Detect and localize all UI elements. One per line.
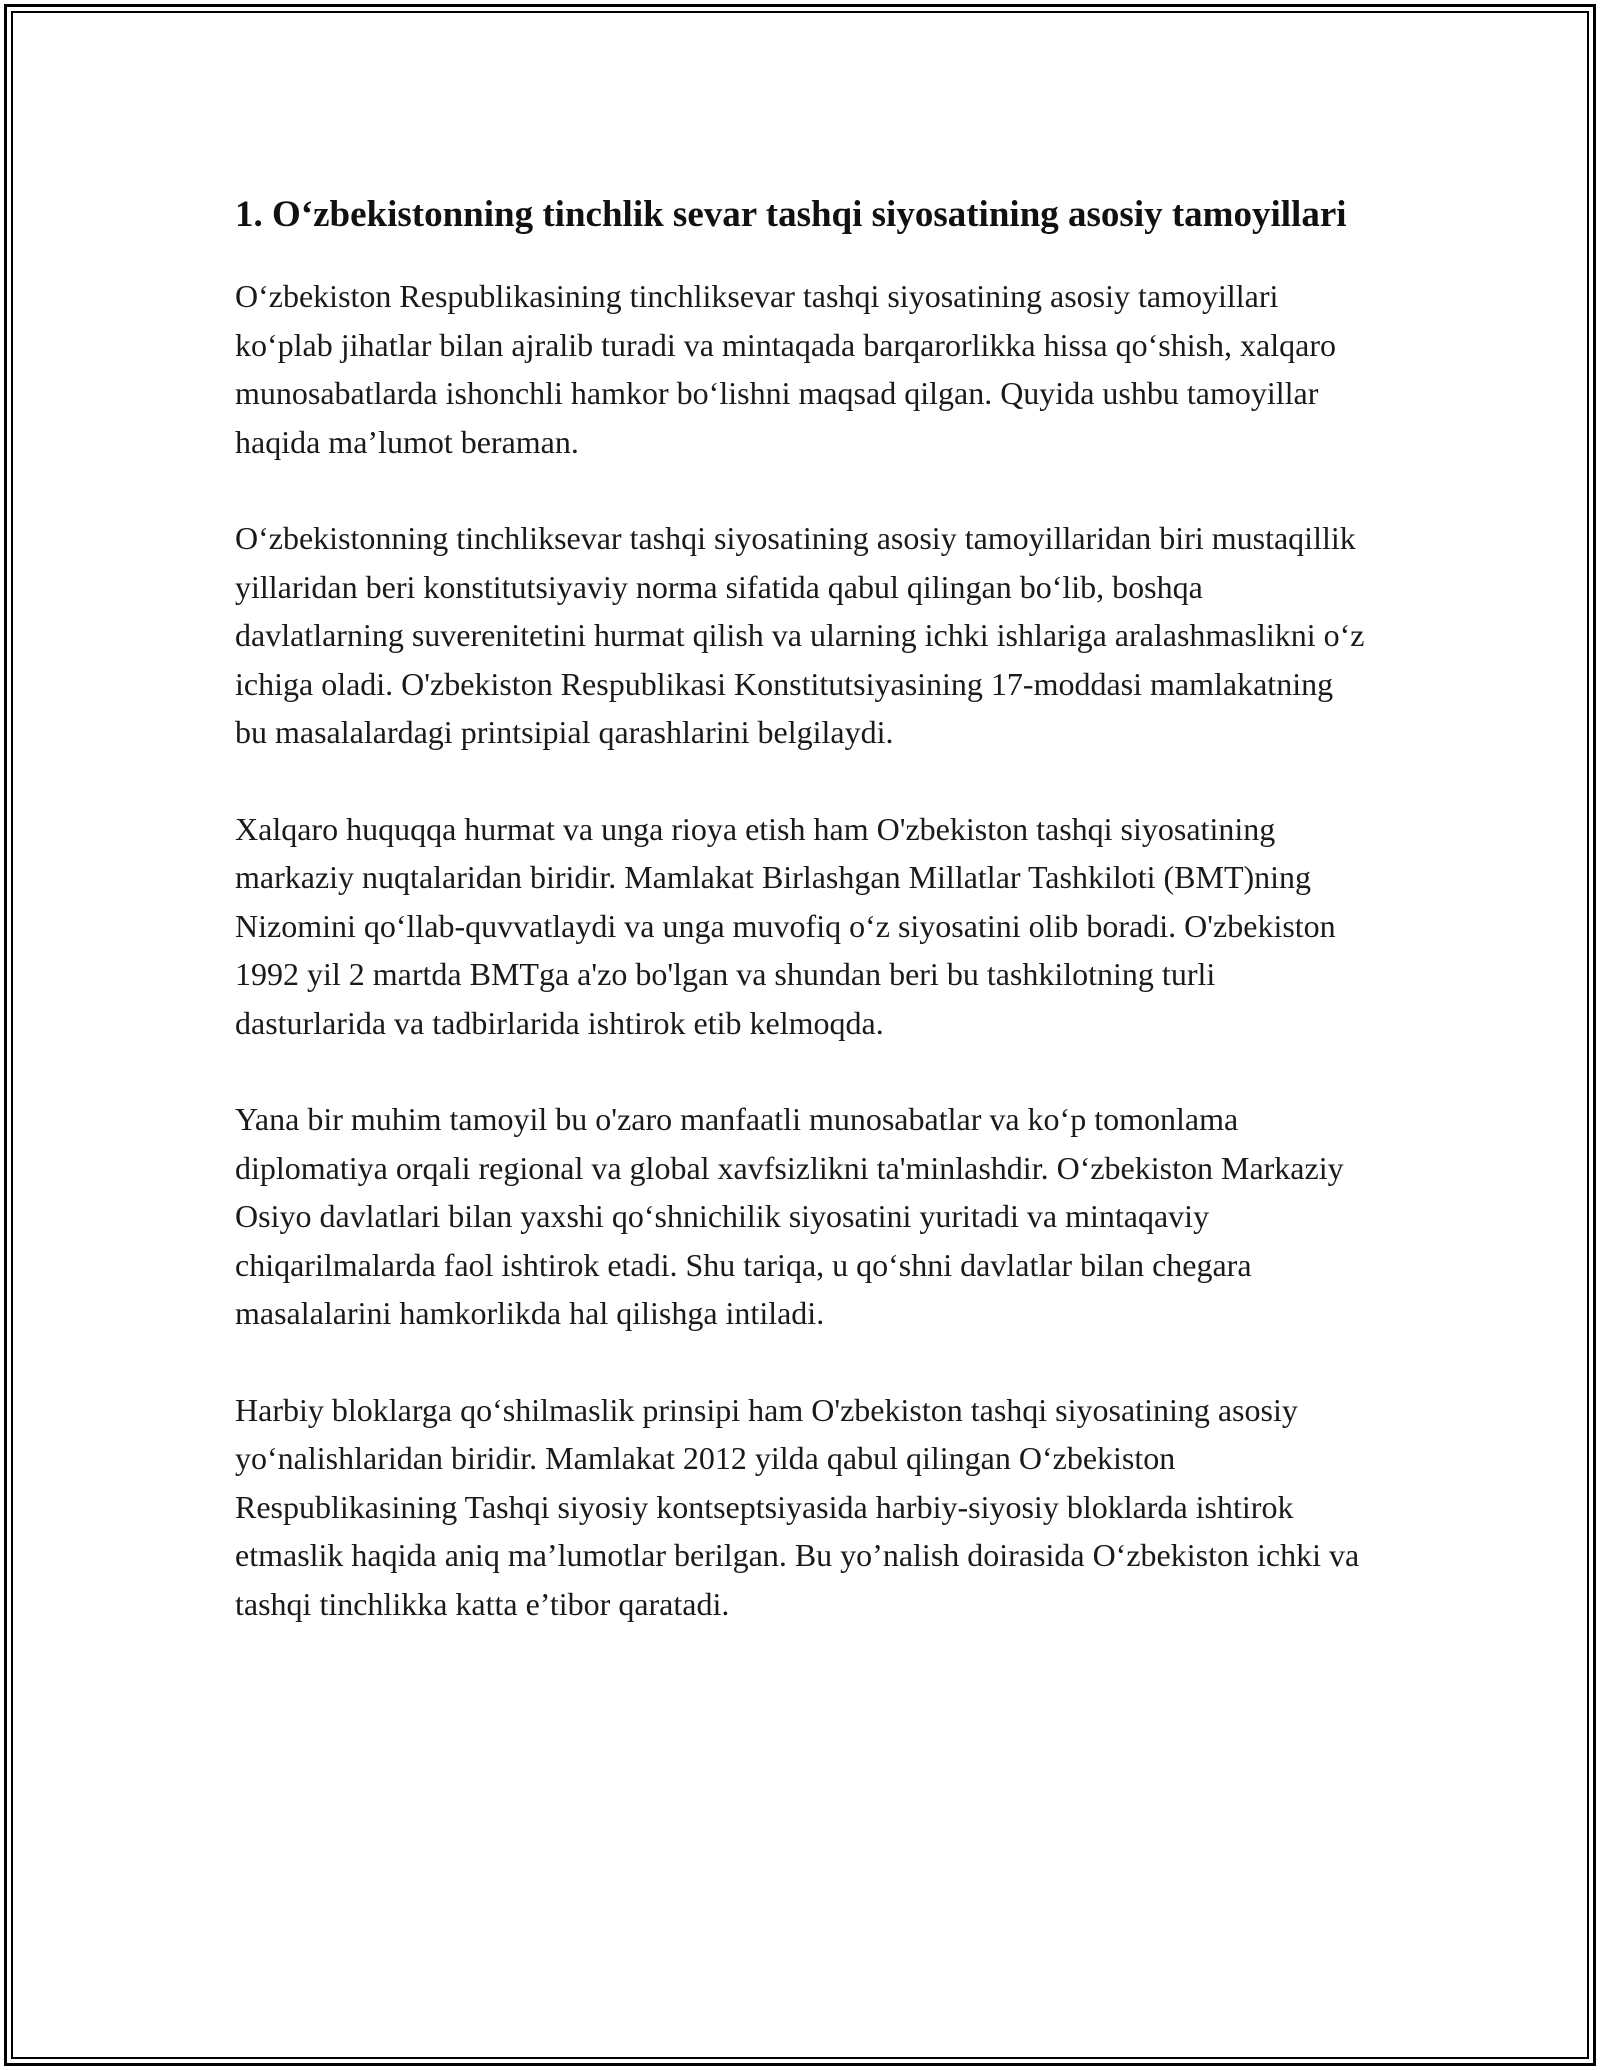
document-title: 1. O‘zbekistonning tinchlik sevar tashqi siyosatining asosiy tamoyillari [235,194,1347,235]
document-body [235,188,1370,1676]
paragraph-sovereignty: O‘zbekistonning tinchliksevar tashqi siyosatining asosiy tamoyillaridan biri mustaqillik yillaridan beri konstitutsiyaviy norma sifatida qabul qilingan bo‘lib, boshqa davlatlarning suverenitetini hurmat qilish va ularning ichki ishlariga aralashmaslikni o‘z ichiga oladi. O'zbekiston Respublikasi Konstitutsiyasining 17-moddasi mamlakatning bu masalalardagi printsipial qarashlarini belgilaydi. [235,520,1365,750]
paragraph-intro: O‘zbekiston Respublikasining tinchliksevar tashqi siyosatining asosiy tamoyillari ko‘plab jihatlar bilan ajralib turadi va mintaqada barqarorlikka hissa qo‘shish, xalqaro munosabatlarda ishonchli hamkor bo‘lishni maqsad qilgan. Quyida ushbu tamoyillar haqida ma’lumot beraman. [235,278,1336,460]
paragraph-regional-security: Yana bir muhim tamoyil bu o'zaro manfaatli munosabatlar va ko‘p tomonlama diplomatiya orqali regional va global xavfsizlikni ta'minlashdir. O‘zbekiston Markaziy Osiyo davlatlari bilan yaxshi qo‘shnichilik siyosatini yuritadi va mintaqaviy chiqarilmalarda faol ishtirok etadi. Shu tariqa, u qo‘shni davlatlar bilan chegara masalalarini hamkorlikda hal qilishga intiladi. [235,1101,1344,1331]
paragraph-international-law: Xalqaro huquqqa hurmat va unga rioya etish ham O'zbekiston tashqi siyosatining markaziy nuqtalaridan biridir. Mamlakat Birlashgan Millatlar Tashkiloti (BMT)ning Nizomini qo‘llab-quvvatlaydi va unga muvofiq o‘z siyosatini olib boradi. O'zbekiston 1992 yil 2 martda BMTga a'zo bo'lgan va shundan beri bu tashkilotning turli dasturlarida va tadbirlarida ishtirok etib kelmoqda. [235,810,1336,1041]
paragraph-non-alignment: Harbiy bloklarga qo‘shilmaslik prinsipi ham O'zbekiston tashqi siyosatining asosiy yo‘nalishlaridan biridir. Mamlakat 2012 yilda qabul qilingan O‘zbekiston Respublikasining Tashqi siyosiy kontseptsiyasida harbiy-siyosiy bloklarda ishtirok etmaslik haqida aniq ma’lumotlar berilgan. Bu yo’nalish doirasida O‘zbekiston ichki va tashqi tinchlikka katta e’tibor qaratadi. [235,1391,1360,1622]
